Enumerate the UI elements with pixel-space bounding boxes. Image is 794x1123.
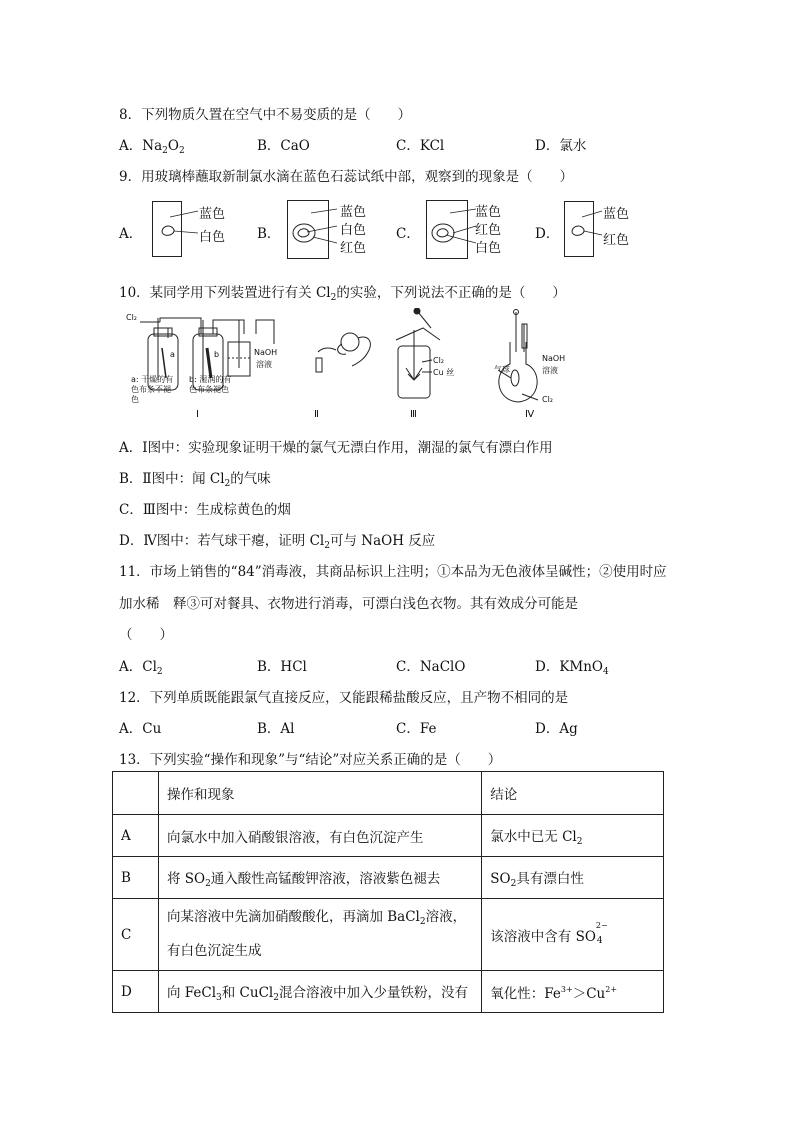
q11-option-b: B．HCl — [257, 659, 307, 675]
row-operation: 向氯水中加入硝酸银溶液，有白色沉淀产生 — [158, 815, 481, 857]
q11-option-c: C．NaClO — [396, 659, 466, 675]
row-id: C — [113, 899, 159, 971]
q9-c-label-2: 红色 — [475, 223, 502, 238]
q10-option-a: A．Ⅰ图中：实验现象证明干燥的氯气无漂白作用，潮湿的氯气有漂白作用 — [119, 440, 553, 456]
q9-b-label-3: 红色 — [340, 241, 367, 256]
q13-table — [112, 771, 664, 1013]
table-row — [113, 815, 664, 857]
table-row — [113, 899, 664, 971]
q12-option-c: C．Fe — [396, 721, 437, 737]
table-row — [113, 857, 664, 899]
table-row — [113, 971, 664, 1013]
fig-roman-1: Ⅰ — [196, 409, 199, 420]
q8-option-a: A．$Na_2O_2$ — [119, 138, 185, 156]
q9-option-b-letter: B． — [257, 226, 281, 242]
row-conclusion: 氧化性：$Fe^{3+}>Cu^{2+}$ — [482, 971, 664, 1013]
fig-roman-2: Ⅱ — [314, 409, 319, 420]
q8-option-c: C．KCl — [396, 138, 445, 154]
q13-stem: 13．下列实验“操作和现象”与“结论”对应关系正确的是（ ） — [119, 752, 502, 768]
row-operation: 将 $SO_2$通入酸性高锰酸钾溶液，溶液紫色褪去 — [158, 857, 481, 899]
fig-balloon: 气球 — [494, 365, 510, 374]
row-id: A — [113, 815, 159, 857]
q10-stem: 10．某同学用下列装置进行有关 $Cl_2$的实验，下列说法不正确的是（ ） — [119, 285, 566, 303]
fig-note-a-2: 色布条不褪 — [131, 385, 171, 394]
apparatus-iii-burning-cu — [396, 308, 440, 398]
q8-stem: 8．下列物质久置在空气中不易变质的是（ ） — [119, 107, 412, 123]
q11-option-d: D．KMnO$_4$ — [535, 659, 609, 677]
q10-apparatus-figure — [118, 308, 588, 426]
litmus-marks-b — [285, 199, 345, 259]
fig-note-b-1: b: 湿润的有 — [189, 375, 232, 384]
row-conclusion: $SO_2$具有漂白性 — [482, 857, 664, 899]
row-operation: 向 FeCl$_3$和 CuCl$_2$混合溶液中加入少量铁粉，没有 — [158, 971, 481, 1013]
q11-line-3: （ ） — [119, 627, 173, 643]
q12-option-d: D．Ag — [535, 721, 578, 737]
q10-option-d: D．Ⅳ图中：若气球干瘪，证明 $Cl_2$可与 NaOH 反应 — [119, 533, 436, 551]
fig-roman-3: Ⅲ — [410, 409, 417, 420]
fig-solution: 溶液 — [256, 360, 272, 369]
q11-line-2: 加水稀 释③可对餐具、衣物进行消毒，可漂白浅色衣物。其有效成分可能是 — [119, 596, 578, 612]
q9-c-label-3: 白色 — [475, 241, 502, 256]
fig-cl2-iv: Cl₂ — [542, 395, 554, 404]
q9-b-label-1: 蓝色 — [340, 205, 367, 220]
q9-option-c-letter: C． — [396, 226, 420, 242]
q12-stem: 12．下列单质既能跟氯气直接反应，又能跟稀盐酸反应，且产物不相同的是 — [119, 690, 569, 706]
row-operation: 向某溶液中先滴加硝酸酸化，再滴加 BaCl$_2$溶液， 有白色沉淀生成 — [158, 899, 481, 971]
apparatus-iv-balloon-flask — [498, 310, 538, 403]
q10-option-b: B．Ⅱ图中：闻 $Cl_2$的气味 — [119, 471, 271, 489]
fig-note-a-3: 色 — [131, 395, 139, 404]
q9-c-label-1: 蓝色 — [475, 205, 502, 220]
table-header-row — [113, 772, 664, 815]
q10-option-c: C．Ⅲ图中：生成棕黄色的烟 — [119, 502, 291, 518]
q8-option-b: B．CaO — [257, 138, 310, 154]
q9-option-d-letter: D． — [535, 226, 560, 242]
q9-a-label-1: 蓝色 — [199, 207, 226, 222]
fig-naoh-iv: NaOH — [542, 354, 566, 363]
fig-roman-4: Ⅳ — [525, 409, 535, 420]
q11-line-1: 11．市场上销售的“84”消毒液，其商品标识上注明；①本品为无色液体呈碱性；②使用时应 — [119, 564, 667, 580]
fig-note-a-1: a: 干燥的有 — [131, 375, 174, 384]
fig-label-b: b — [214, 350, 220, 359]
fig-cl2-inlet: Cl₂ — [126, 313, 138, 322]
q9-d-label-1: 蓝色 — [603, 207, 630, 222]
fig-note-b-2: 色布条褪色 — [189, 385, 229, 394]
q11-option-a: A．$Cl_2$ — [119, 659, 163, 677]
fig-solution-iv: 溶液 — [542, 366, 558, 375]
q9-b-label-2: 白色 — [340, 223, 367, 238]
q9-option-a-letter: A． — [119, 226, 143, 242]
q9-d-label-2: 红色 — [603, 233, 630, 248]
header-cell-conclusion: 结论 — [482, 772, 664, 815]
q12-option-b: B．Al — [257, 721, 295, 737]
header-cell-empty — [113, 772, 159, 815]
q12-option-a: A．Cu — [119, 721, 162, 737]
apparatus-ii-smelling — [316, 333, 370, 372]
fig-cu-wire: Cu 丝 — [433, 368, 455, 377]
fig-cl2-iii: Cl₂ — [433, 356, 445, 365]
row-conclusion: 该溶液中含有 SO 2− 4 — [482, 899, 664, 971]
q9-a-label-2: 白色 — [199, 230, 226, 245]
header-cell-operation: 操作和现象 — [158, 772, 481, 815]
row-conclusion: 氯水中已无 $Cl_2$ — [482, 815, 664, 857]
q9-stem: 9．用玻璃棒蘸取新制氯水滴在蓝色石蕊试纸中部，观察到的现象是（ ） — [119, 169, 574, 185]
row-id: D — [113, 971, 159, 1013]
row-id: B — [113, 857, 159, 899]
q8-option-d: D．氯水 — [535, 138, 587, 154]
fig-label-a: a — [170, 350, 175, 359]
fig-naoh: NaOH — [254, 348, 278, 357]
